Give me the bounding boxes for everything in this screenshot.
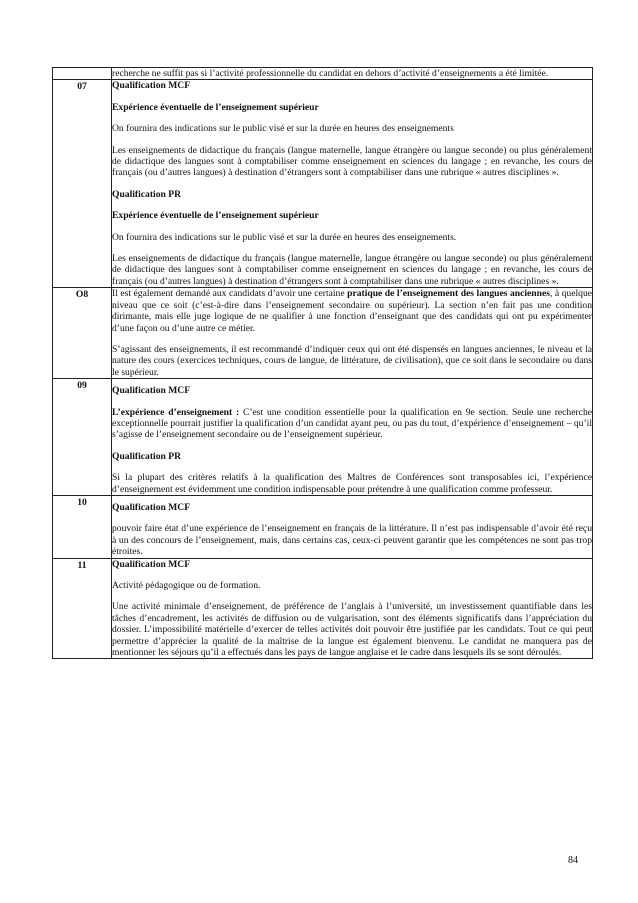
- paragraph-gap: [112, 570, 592, 580]
- section-text: [112, 495, 593, 558]
- paragraph-gap: [112, 334, 592, 344]
- page-number: 84: [568, 855, 578, 866]
- paragraph-gap: [112, 441, 592, 451]
- subheading: Qualification PR: [112, 450, 182, 462]
- paragraph-gap: [112, 200, 592, 210]
- emphasis-text: L’expérience d’enseignement :: [112, 406, 240, 418]
- paragraph-gap: [112, 113, 592, 123]
- section-number: 07: [53, 80, 112, 288]
- section-number: 10: [53, 495, 112, 558]
- paragraph: Activité pédagogique ou de formation.: [112, 580, 261, 591]
- paragraph-gap: [112, 243, 592, 253]
- table-row: [53, 379, 593, 496]
- paragraph-gap: [112, 462, 592, 472]
- subheading: Qualification MCF: [112, 501, 191, 513]
- subheading: Qualification MCF: [112, 385, 191, 397]
- paragraph: S’agissant des enseignements, il est recommandé d’indiquer ceux qui ont été dispensés en langues anciennes, le niveau et la nature des cours (exercices techniques, cours de langue, de littérature, de civilisation), que ce soit dans le secondaire ou dans le supérieur.: [112, 343, 592, 378]
- section-number: O8: [53, 288, 112, 379]
- section-text: [112, 379, 593, 496]
- paragraph: On fournira des indications sur le public visé et sur la durée en heures des enseignements.: [112, 231, 457, 243]
- text-run: C’est une condition essentielle pour la qualification en 9e section. Seule une recherche exceptionnelle pourrait justifier la qualification d’un candidat ayant peu, ou pas du tout, d’expérience d’enseignement – qu’il s’agisse de l’enseignement secondaire ou de l’enseignement supérieur.: [112, 406, 592, 441]
- subheading: Qualification MCF: [112, 558, 191, 570]
- text-run: , à quelque niveau que ce soit (c’est-à-dire dans l’enseignement secondaire ou supérieur). La section n’en fait pas une condition dirimante, mais elle juge logique de ne qualifier à une fonction d’enseignant que des candidats qui ont pu expérimenter d’une façon ou d’une autre ce métier.: [112, 288, 592, 334]
- subheading: Qualification PR: [112, 188, 182, 200]
- table-row: [53, 288, 593, 379]
- paragraph: Les enseignements de didactique du français (langue maternelle, langue étrangère ou langue seconde) ou plus généralement de didactique des langues sont à comptabiliser comme enseignement en sciences du langage ; en revanche, les cours de français (ou d’autres langues) à destination d’étrangers sont à comptabiliser dans une rubrique « autres disciplines ».: [112, 144, 592, 179]
- paragraph-gap: [112, 92, 592, 102]
- section-number: 09: [53, 379, 112, 496]
- paragraph: [112, 288, 592, 334]
- section-number: 11: [53, 558, 112, 659]
- section-number: [53, 68, 112, 80]
- paragraph: Si la plupart des critères relatifs à la qualification des Maîtres de Conférences sont transposables ici, l’expérience d’enseignement est évidemment une condition indispensable pour prétendre à une qualification comme professeur.: [112, 472, 592, 495]
- paragraph: On fournira des indications sur le public visé et sur la durée en heures des enseignements: [112, 123, 454, 135]
- table-row: [53, 68, 593, 80]
- table-row: [53, 558, 593, 659]
- emphasis-text: pratique de l’enseignement des langues anciennes: [347, 288, 550, 300]
- section-text: [112, 68, 593, 80]
- paragraph-gap: [112, 179, 592, 189]
- paragraph-gap: [112, 513, 592, 523]
- criteria-table: [52, 67, 593, 659]
- section-text: [112, 288, 593, 379]
- section-text: [112, 80, 593, 288]
- section-text: [112, 558, 593, 659]
- paragraph: recherche ne suffit pas si l’activité professionnelle du candidat en dehors d’activité d’enseignements a été limitée.: [112, 68, 549, 79]
- paragraph-gap: [112, 591, 592, 601]
- paragraph: Les enseignements de didactique du français (langue maternelle, langue étrangère ou langue seconde) ou plus généralement de didactique des langues sont à comptabiliser comme enseignement en sciences du langage ; en revanche, les cours de français (ou d’autres langues) à destination d’étrangers sont à comptabiliser dans une rubrique « autres disciplines ».: [112, 253, 592, 287]
- subheading: Expérience éventuelle de l’enseignement supérieur: [112, 101, 319, 113]
- paragraph: Une activité minimale d’enseignement, de préférence de l’anglais à l’université, un investissement quantifiable dans les tâches d’encadrement, les activités de diffusion ou de vulgarisation, sont des éléments significatifs dans l’appréciation du dossier. L’impossibilité matérielle d’exercer de telles activités doit pouvoir être justifiée par les candidats. Tout ce qui peut permettre d’apprécier la qualité de la maîtrise de la langue est également bienvenu. Le candidat ne manquera pas de mentionner les séjours qu’il a effectués dans les pays de langue anglaise et le cadre dans lesquels ils se sont déroulés.: [112, 601, 592, 659]
- subheading: Qualification MCF: [112, 80, 191, 92]
- paragraph: pouvoir faire état d’une expérience de l’enseignement en français de la littérature. Il n’est pas indispensable d’avoir été reçu à un des concours de l’enseignement, mais, dans certains cas, ceux-ci peuvent garantir que les compétences ne sont pas trop étroites.: [112, 523, 592, 558]
- paragraph: [112, 407, 592, 441]
- paragraph-gap: [112, 135, 592, 145]
- paragraph-gap: [112, 222, 592, 232]
- text-run: Il est également demandé aux candidats d’avoir une certaine: [112, 288, 348, 300]
- subheading: Expérience éventuelle de l’enseignement supérieur: [112, 210, 319, 222]
- paragraph-gap: [112, 397, 592, 407]
- table-row: [53, 495, 593, 558]
- table-row: [53, 80, 593, 288]
